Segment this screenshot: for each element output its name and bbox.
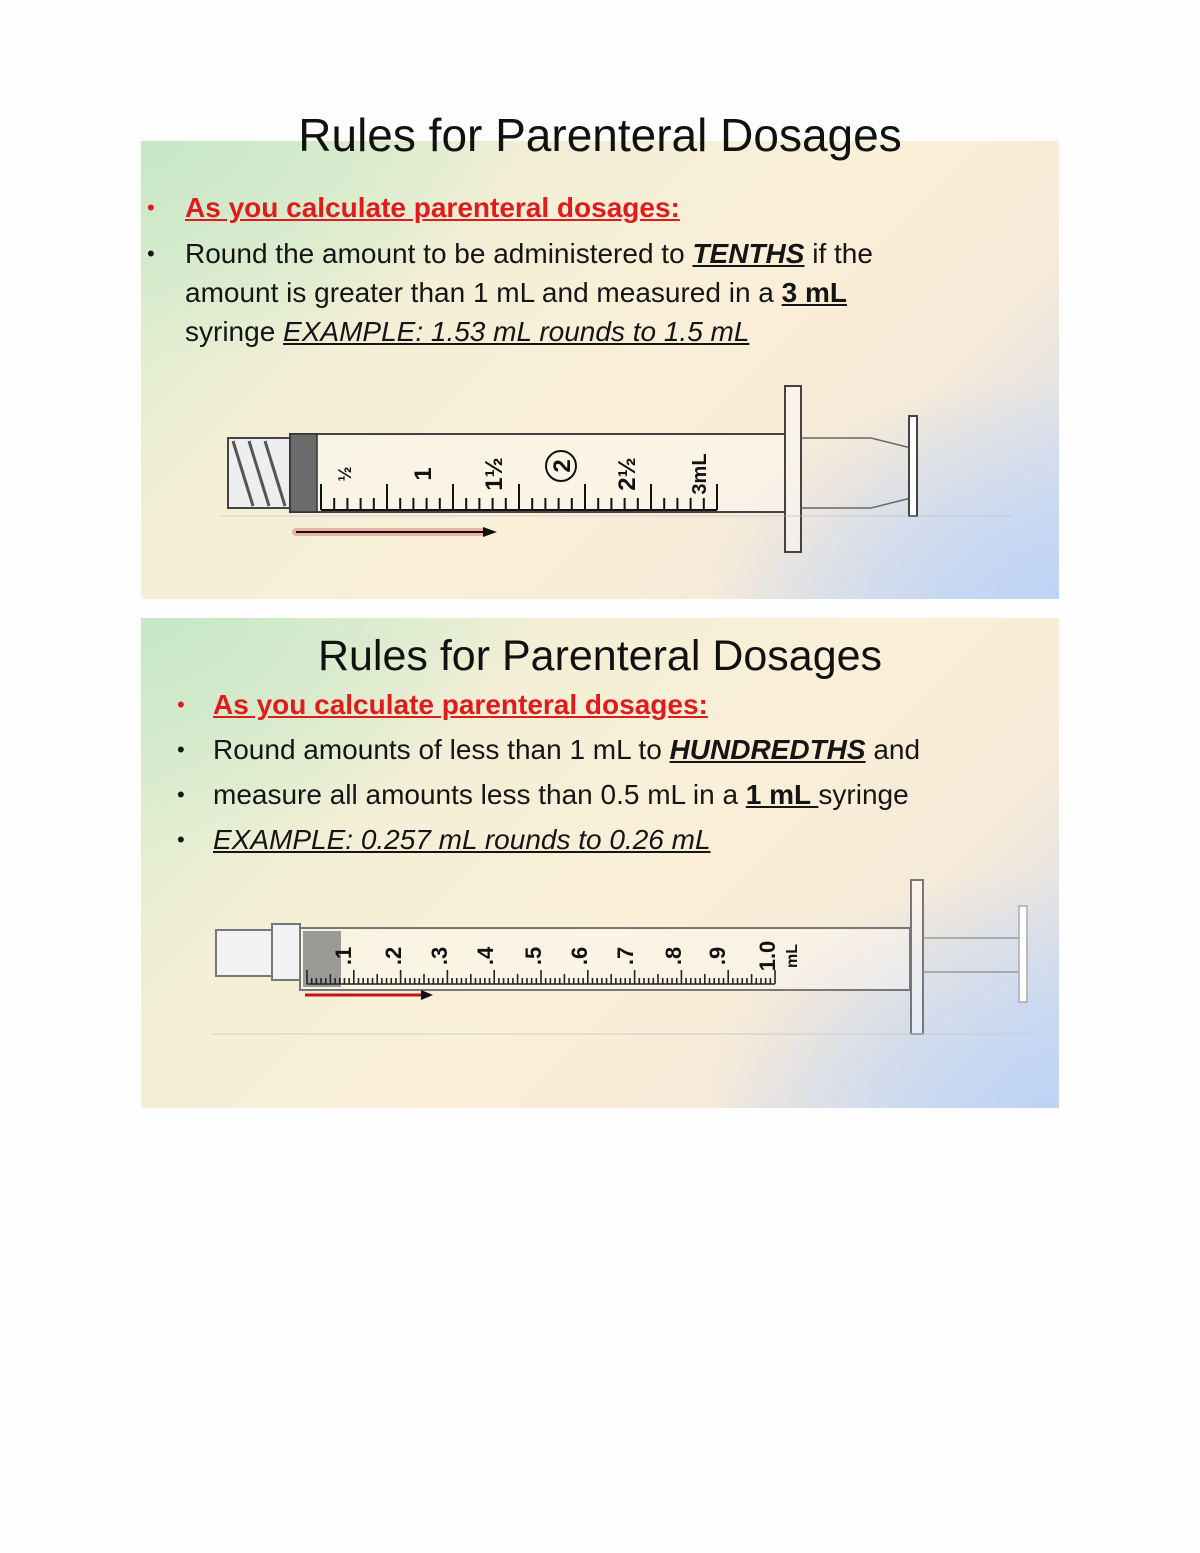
bullet-line-3: syringe EXAMPLE: 1.53 mL rounds to 1.5 mL — [185, 316, 750, 347]
needle-hub — [228, 438, 290, 508]
measure-arrow — [296, 527, 497, 537]
example-text: EXAMPLE: 0.257 mL rounds to 0.26 mL — [213, 824, 711, 855]
syringe-3ml-illustration — [221, 376, 1011, 566]
plunger-thumb — [1019, 906, 1027, 1002]
emphasis-1ml: 1 mL — [745, 779, 819, 810]
emphasis-hundredths: HUNDREDTHS — [669, 734, 866, 765]
bullet-dot: • — [147, 241, 155, 266]
finger-flange — [785, 386, 801, 552]
emphasis-tenths: TENTHS — [692, 238, 805, 269]
bullet-dot: • — [177, 827, 185, 852]
plunger-thumb — [909, 416, 917, 516]
bullet-measure-1ml: • measure all amounts less than 0.5 mL in a 1 mL syringe — [177, 775, 909, 814]
slide-1ml-rule — [141, 618, 1059, 1108]
plunger-rod — [801, 438, 911, 508]
label-2: 2 — [549, 459, 576, 473]
bullet-dot: • — [147, 195, 155, 220]
label-ml-unit: mL — [784, 944, 801, 968]
label-half: ½ — [335, 466, 355, 482]
bullet-dot: • — [177, 692, 185, 717]
bullet-round-tenths — [147, 234, 873, 351]
slide-title: Rules for Parenteral Dosages — [317, 632, 883, 680]
label-0-7: .7 — [613, 946, 638, 966]
label-0-4: .4 — [473, 946, 498, 966]
bullet-example — [177, 820, 711, 859]
label-1: 1 — [410, 467, 437, 481]
example-text: EXAMPLE: 1.53 mL rounds to 1.5 mL — [283, 316, 750, 347]
bullet-heading — [177, 685, 708, 724]
label-0-8: .8 — [661, 946, 686, 966]
bullet-heading-text: As you calculate parenteral dosages: — [185, 192, 680, 223]
label-0-9: .9 — [705, 946, 730, 966]
label-0-6: .6 — [567, 946, 592, 966]
bullet-dot: • — [177, 782, 185, 807]
label-3ml: 3mL — [689, 453, 711, 495]
label-0-3: .3 — [427, 946, 452, 966]
bullet-dot: • — [177, 737, 185, 762]
label-1-half: 1½ — [481, 457, 508, 491]
bullet-heading — [147, 188, 680, 227]
bullet-heading-text: As you calculate parenteral dosages: — [213, 689, 708, 720]
emphasis-3ml: 3 mL — [781, 277, 847, 308]
label-1-0: 1.0 — [755, 940, 780, 972]
finger-flange — [911, 880, 923, 1034]
measure-arrow — [305, 990, 433, 1000]
bullet-line-1: Round the amount to be administered to TENTHS if the — [185, 238, 873, 269]
slide-title: Rules for Parenteral Dosages — [298, 109, 902, 161]
slide-3ml-rule — [141, 109, 1059, 599]
bullet-line-2: amount is greater than 1 mL and measured in a 3 mL — [185, 277, 847, 308]
syringe-1ml-illustration — [211, 876, 1031, 1041]
label-0-1: .1 — [331, 946, 356, 966]
bullet-round-hundredths: • Round amounts of less than 1 mL to HUNDREDTHS and — [177, 730, 920, 769]
needle-hub — [216, 924, 300, 980]
label-0-2: .2 — [381, 946, 406, 966]
plunger-tip — [290, 434, 317, 512]
label-0-5: .5 — [521, 946, 546, 966]
label-2-half: 2½ — [614, 457, 641, 491]
